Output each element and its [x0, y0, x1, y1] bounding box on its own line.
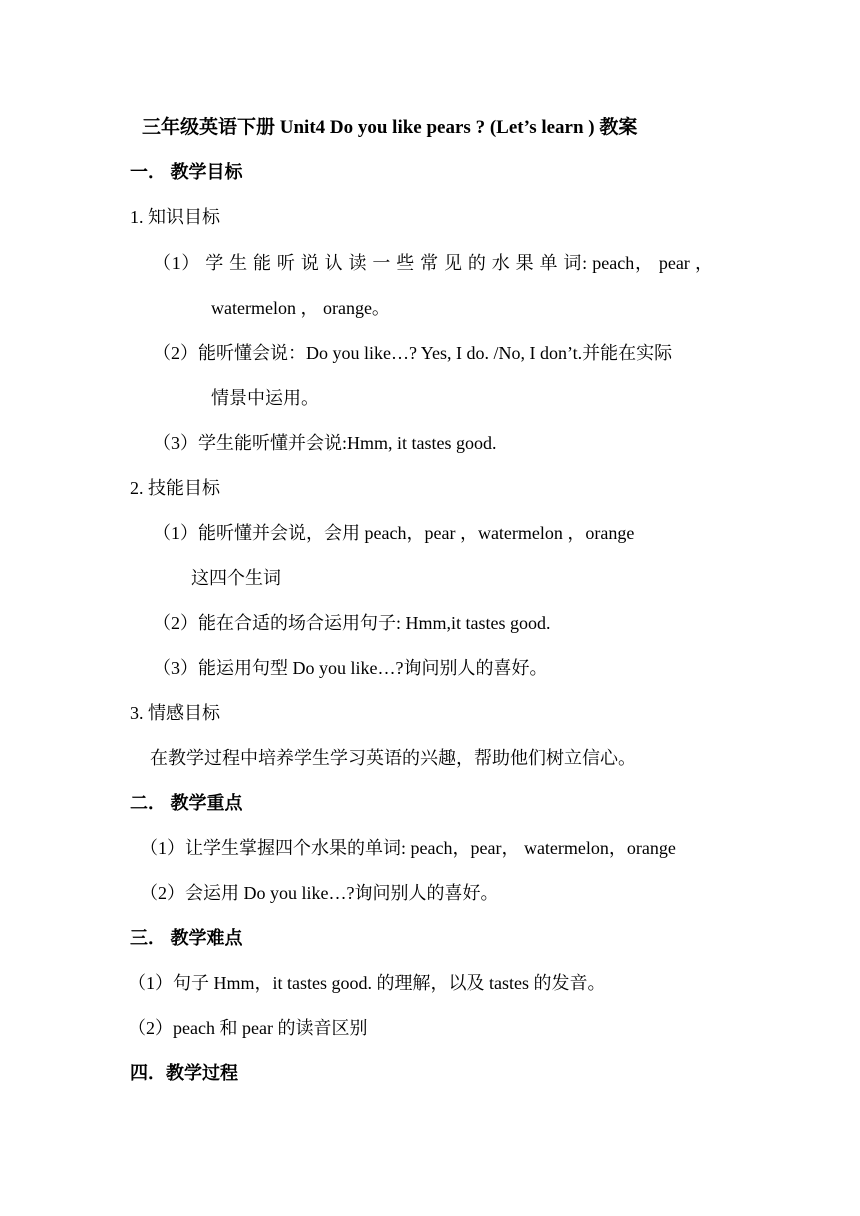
knowledge-item-1-line-1: （1） 学 生 能 听 说 认 读 一 些 常 见 的 水 果 单 词: peach， pear ，	[153, 253, 713, 273]
subheading-skills: 2. 技能目标	[130, 478, 220, 498]
emotion-item-1: 在教学过程中培养学生学习英语的兴趣，帮助他们树立信心。	[150, 748, 636, 768]
skills-item-1-line-2: 这四个生词	[191, 568, 281, 588]
key-point-item-2: （2）会运用 Do you like…?询问别人的喜好。	[140, 883, 499, 903]
knowledge-item-3: （3）学生能听懂并会说:Hmm, it tastes good.	[153, 433, 497, 453]
skills-item-2: （2）能在合适的场合运用句子: Hmm,it tastes good.	[153, 613, 551, 633]
knowledge-item-2-line-1: （2）能听懂会说：Do you like…? Yes, I do. /No, I don’t.并能在实际	[153, 343, 673, 363]
subheading-knowledge: 1. 知识目标	[130, 207, 220, 227]
skills-item-3: （3）能运用句型 Do you like…?询问别人的喜好。	[153, 658, 548, 678]
skills-item-1-line-1: （1）能听懂并会说，会用 peach，pear ，watermelon ，orange	[153, 523, 635, 543]
knowledge-item-1-line-2: watermelon ， orange。	[211, 298, 390, 318]
section-heading-key-points: 二． 教学重点	[130, 793, 243, 813]
difficulty-item-2: （2）peach 和 pear 的读音区别	[128, 1018, 368, 1038]
section-heading-objectives: 一． 教学目标	[130, 162, 243, 182]
document-title: 三年级英语下册 Unit4 Do you like pears ? (Let’s learn ) 教案	[142, 117, 638, 138]
subheading-emotion: 3. 情感目标	[130, 703, 220, 723]
section-heading-process: 四．教学过程	[130, 1063, 238, 1083]
section-heading-difficulties: 三． 教学难点	[130, 928, 243, 948]
key-point-item-1: （1）让学生掌握四个水果的单词: peach，pear， watermelon，orange	[140, 838, 676, 858]
difficulty-item-1: （1）句子 Hmm，it tastes good. 的理解，以及 tastes 的发音。	[128, 973, 606, 993]
knowledge-item-2-line-2: 情景中运用。	[211, 388, 319, 408]
